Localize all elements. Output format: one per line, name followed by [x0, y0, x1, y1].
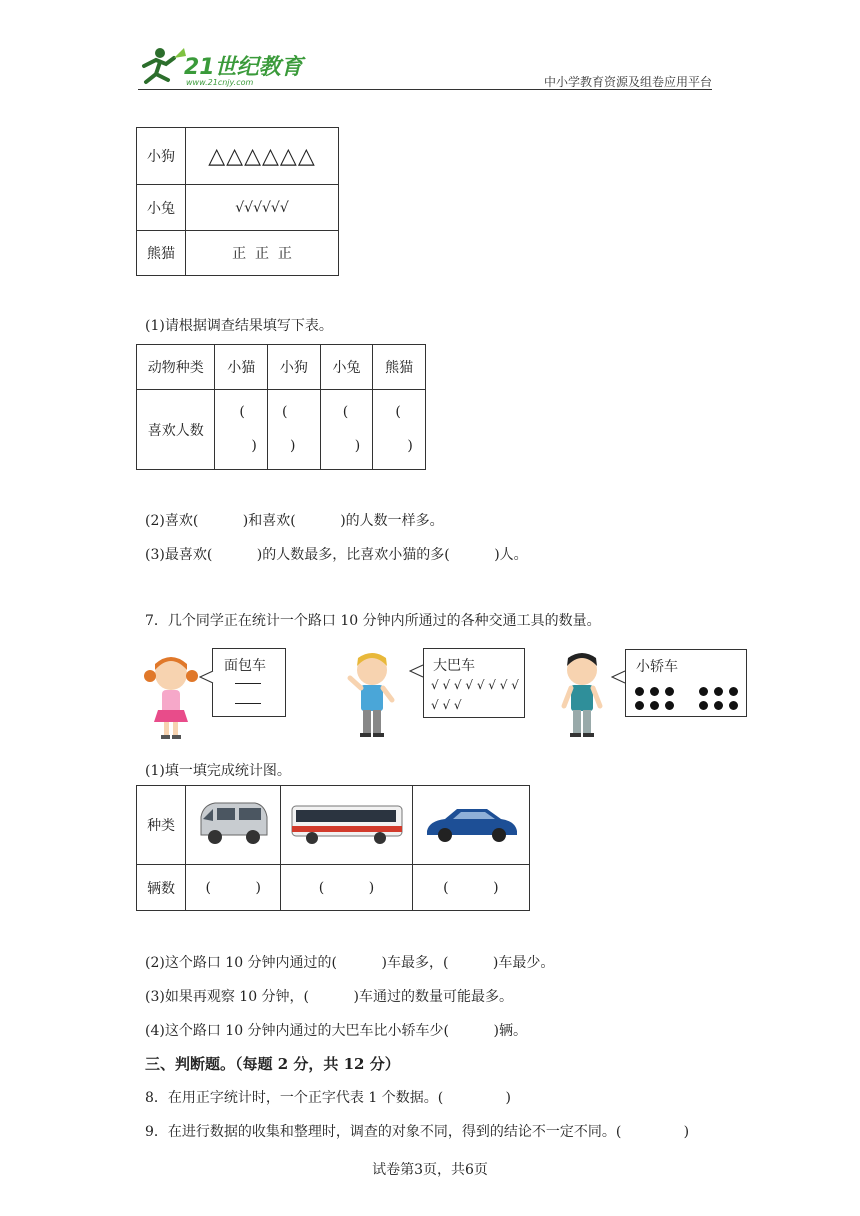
- q7-part3: (3)如果再观察 10 分钟，( )车通过的数量可能最多。: [145, 989, 513, 1005]
- row-label: 喜欢人数: [137, 390, 215, 470]
- bus-icon: [288, 798, 406, 848]
- answer-blank[interactable]: ( ): [186, 865, 281, 911]
- bubble-tail-icon: [611, 670, 626, 684]
- table-header: 动物种类: [137, 345, 215, 390]
- minibus-cell: [186, 786, 281, 865]
- answer-blank[interactable]: [268, 390, 321, 470]
- runner-logo-icon: [138, 44, 188, 86]
- tally-marks: √√√√√√: [186, 185, 339, 231]
- animal-fill-table: [136, 344, 426, 470]
- dot-icon: [665, 687, 674, 696]
- answer-blank[interactable]: ( ): [281, 865, 412, 911]
- blank-close: ): [407, 438, 413, 454]
- car-icon: [421, 801, 521, 845]
- dot-icon: [635, 701, 644, 710]
- row-label: 种类: [137, 786, 186, 865]
- question-9: 9．在进行数据的收集和整理时，调查的对象不同，得到的结论不一定不同。( ): [145, 1124, 690, 1140]
- table-header: 小狗: [268, 345, 321, 390]
- tally-line: [235, 703, 261, 704]
- dot-icon: [729, 701, 738, 710]
- bubble-label: 大巴车: [433, 658, 475, 674]
- q6-part2: (2)喜欢( )和喜欢( )的人数一样多。: [145, 513, 444, 529]
- bubble-label: 面包车: [224, 658, 266, 674]
- dot-icon: [699, 701, 708, 710]
- bubble-tail-icon: [409, 664, 424, 678]
- blank-close: ): [354, 438, 361, 454]
- vehicle-count-table: [136, 785, 530, 911]
- question-8: 8．在用正字统计时，一个正字代表 1 个数据。( ): [145, 1090, 511, 1106]
- q6-part3: (3)最喜欢( )的人数最多，比喜欢小猫的多( )人。: [145, 547, 528, 563]
- table-header: 熊猫: [373, 345, 426, 390]
- tally-table: [136, 127, 339, 276]
- answer-blank[interactable]: [320, 390, 373, 470]
- table-header: 小兔: [320, 345, 373, 390]
- dot-icon: [714, 687, 723, 696]
- page-footer: 试卷第3页，共6页: [372, 1162, 488, 1178]
- blank-close: ): [251, 438, 257, 454]
- section-title: 三、判断题。（每题 2 分，共 12 分）: [145, 1055, 400, 1073]
- table-header: 小猫: [215, 345, 268, 390]
- row-label: 辆数: [137, 865, 186, 911]
- tally-animal: 小狗: [137, 128, 186, 185]
- header: [138, 40, 712, 90]
- dot-group: [696, 684, 744, 712]
- dot-icon: [650, 701, 659, 710]
- blank-open: (: [282, 404, 288, 420]
- tally-marks: △△△△△△: [186, 128, 339, 185]
- bus-cell: [281, 786, 412, 865]
- speech-bubble-car: [625, 649, 747, 717]
- dot-icon: [729, 687, 738, 696]
- tally-animal: 熊猫: [137, 231, 186, 276]
- boy-icon: [556, 648, 608, 740]
- q6-part1: (1)请根据调查结果填写下表。: [145, 318, 333, 334]
- blank-close: ): [290, 438, 296, 454]
- blank-open: (: [342, 404, 349, 420]
- answer-blank[interactable]: [215, 390, 268, 470]
- q7-part2: (2)这个路口 10 分钟内通过的( )车最多，( )车最少。: [145, 955, 555, 971]
- speech-bubble-bus: [423, 648, 525, 718]
- tally-marks: 正 正 正: [186, 231, 339, 276]
- blank-open: (: [239, 404, 245, 420]
- tally-line: [235, 683, 261, 684]
- platform-name: 中小学教育资源及组卷应用平台: [543, 75, 712, 89]
- tally-animal: 小兔: [137, 185, 186, 231]
- q7-part4: (4)这个路口 10 分钟内通过的大巴车比小轿车少( )辆。: [145, 1023, 527, 1039]
- speech-bubble-minibus: [212, 648, 286, 717]
- logo-text: 21世纪教育: [184, 55, 303, 80]
- boy-icon: [346, 648, 398, 740]
- dot-icon: [635, 687, 644, 696]
- q7-part1: (1)填一填完成统计图。: [145, 763, 291, 779]
- q7-stem: 7．几个同学正在统计一个路口 10 分钟内所通过的各种交通工具的数量。: [145, 613, 601, 629]
- header-rule: [138, 89, 712, 90]
- dot-icon: [714, 701, 723, 710]
- dot-icon: [665, 701, 674, 710]
- bubble-label: 小轿车: [636, 659, 678, 675]
- logo-url: www.21cnjy.com: [186, 78, 254, 87]
- minibus-icon: [193, 793, 273, 853]
- girl-icon: [142, 650, 200, 742]
- dot-icon: [650, 687, 659, 696]
- car-cell: [412, 786, 529, 865]
- dot-icon: [699, 687, 708, 696]
- answer-blank[interactable]: [373, 390, 426, 470]
- tally-marks: √ √ √ √ √ √ √ √ √ √ √: [431, 678, 519, 712]
- answer-blank[interactable]: ( ): [412, 865, 529, 911]
- blank-open: (: [395, 404, 401, 420]
- bubble-tail-icon: [199, 670, 214, 684]
- dot-group: [632, 684, 680, 712]
